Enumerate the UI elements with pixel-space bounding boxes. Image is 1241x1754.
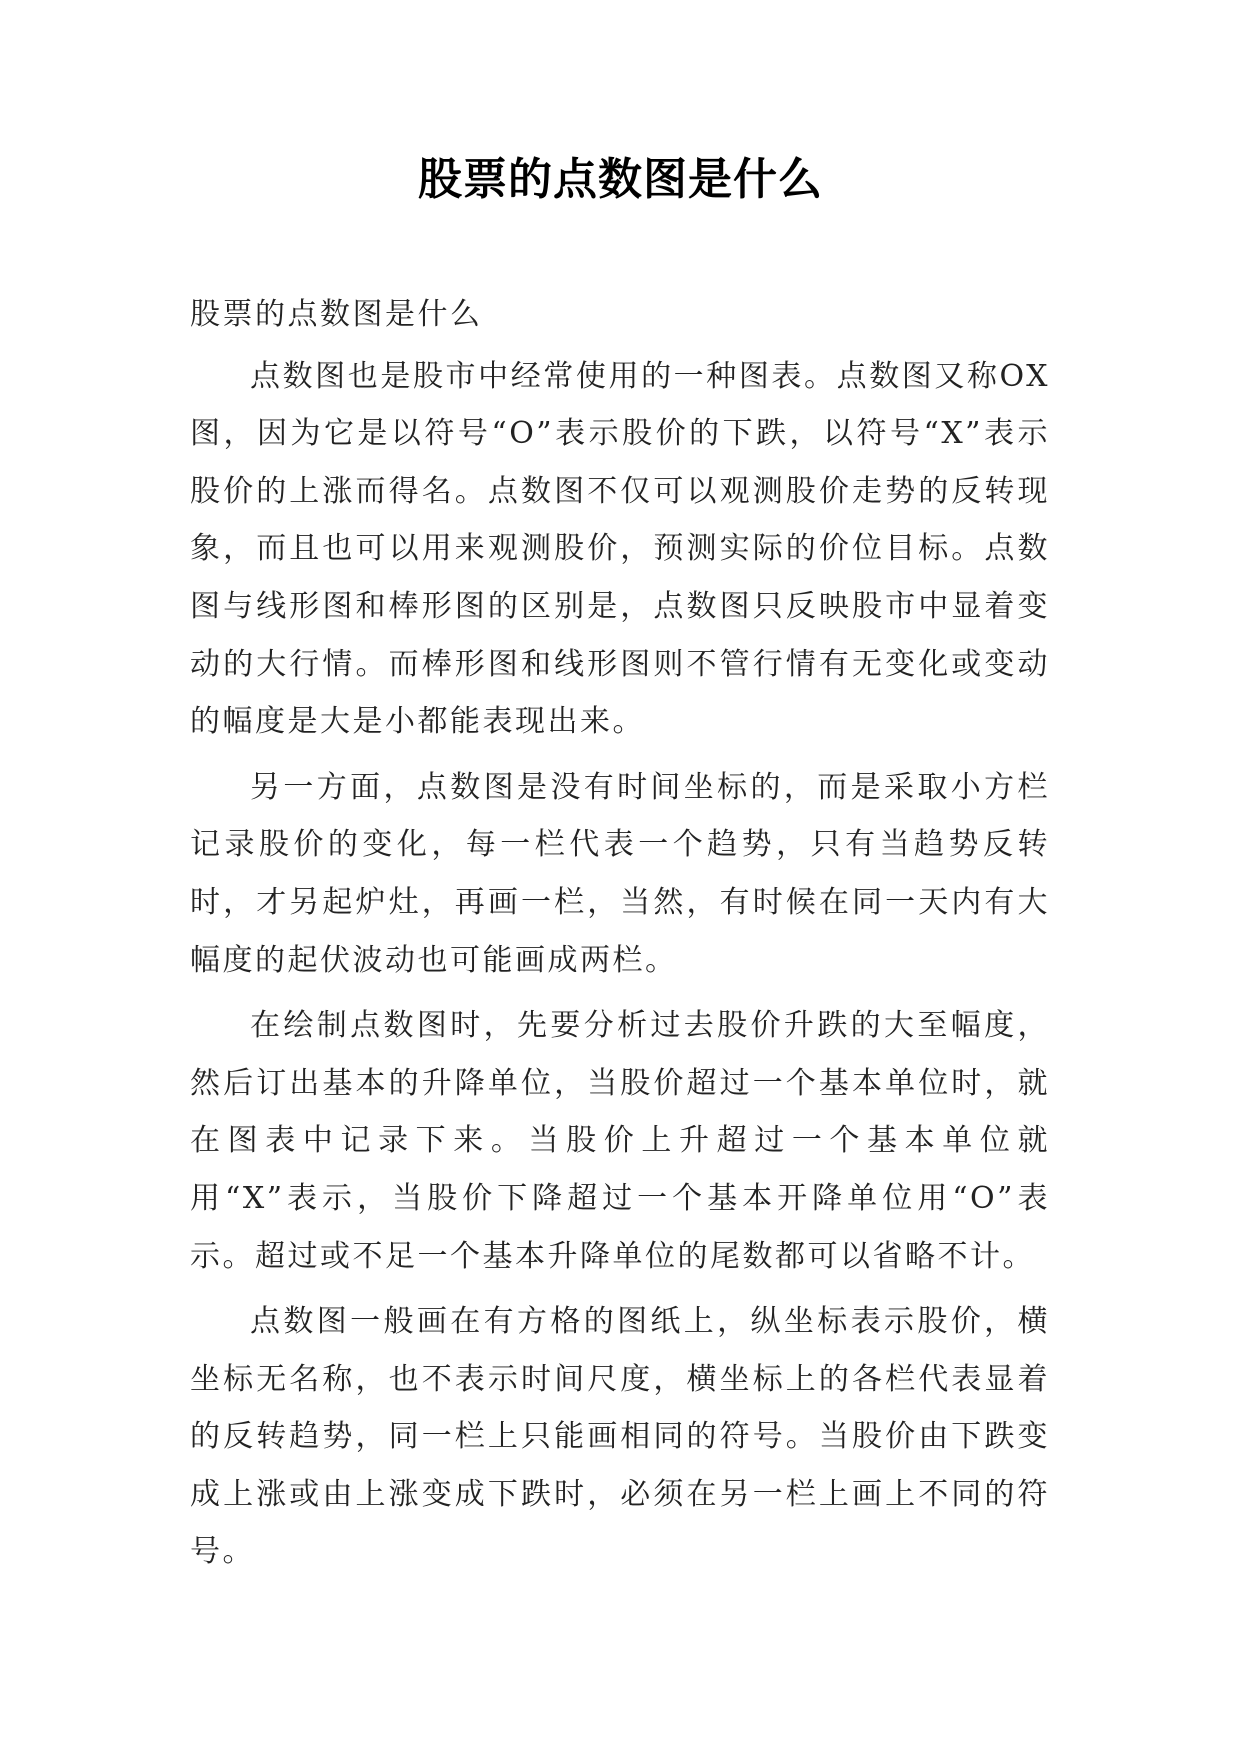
paragraph-2: 另一方面，点数图是没有时间坐标的，而是采取小方栏记录股价的变化，每一栏代表一个趋势，只有当趋势反转时，才另起炉灶，再画一栏，当然，有时候在同一天内有大幅度的起伏波动也可能画成两栏。: [190, 769, 1050, 978]
paragraph-4: 点数图一般画在有方格的图纸上，纵坐标表示股价，横坐标无名称，也不表示时间尺度，横坐标上的各栏代表显着的反转趋势，同一栏上只能画相同的符号。当股价由下跌变成上涨或由上涨变成下跌时，必须在另一栏上画上不同的符号。: [190, 1304, 1050, 1570]
paragraph-1: 点数图也是股市中经常使用的一种图表。点数图又称OX图，因为它是以符号“O”表示股价的下跌，以符号“X”表示股价的上涨而得名。点数图不仅可以观测股价走势的反转现象，而且也可以用来观测股价，预测实际的价位目标。点数图与线形图和棒形图的区别是，点数图只反映股市中显着变动的大行情。而棒形图和线形图则不管行情有无变化或变动的幅度是大是小都能表现出来。: [190, 358, 1050, 740]
document-body: [190, 286, 1050, 1589]
paragraph-3: 在绘制点数图时，先要分析过去股价升跌的大至幅度，然后订出基本的升降单位，当股价超过一个基本单位时，就在图表中记录下来。当股价上升超过一个基本单位就用“X”表示，当股价下降超过一个基本开降单位用“O”表示。超过或不足一个基本升降单位的尾数都可以省略不计。: [190, 1008, 1050, 1274]
document-subtitle: 股票的点数图是什么: [190, 297, 483, 332]
document-title: 股票的点数图是什么: [418, 154, 823, 205]
